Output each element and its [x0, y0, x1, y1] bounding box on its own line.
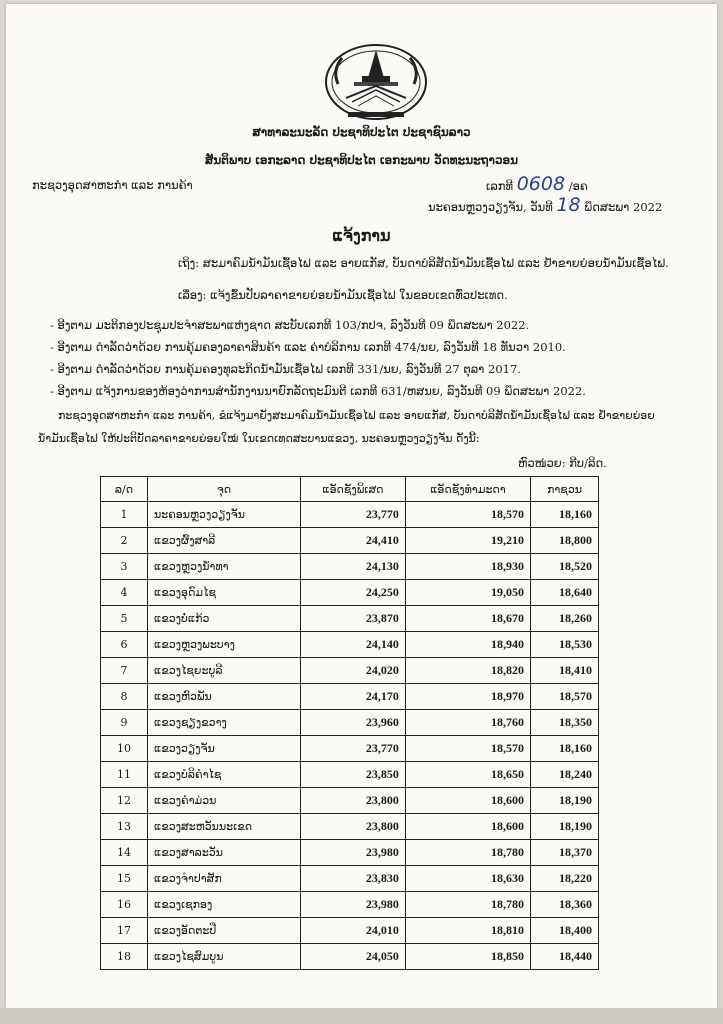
table-row — [101, 684, 599, 710]
diesel-price: 18,240 — [531, 762, 599, 788]
month-year: ພຶດສະພາ 2022 — [584, 200, 663, 214]
row-location: ແຂວງສາລະວັນ — [148, 840, 301, 866]
regular-gasoline-price: 18,630 — [405, 866, 530, 892]
unit-label: ຫົວໜ່ວຍ: ກີບ/ລິດ. — [518, 456, 607, 470]
regular-gasoline-price: 18,970 — [405, 684, 530, 710]
regular-gasoline-price: 18,780 — [405, 840, 530, 866]
regular-gasoline-price: 18,850 — [405, 944, 530, 970]
row-location: ແຂວງອັດຕະປື — [148, 918, 301, 944]
table-row — [101, 892, 599, 918]
header-location: ຈຸດ — [148, 477, 301, 502]
table-row — [101, 814, 599, 840]
special-gasoline-price: 23,850 — [301, 762, 406, 788]
document-title: ແຈ້ງການ — [332, 226, 391, 245]
special-gasoline-price: 24,410 — [301, 528, 406, 554]
regular-gasoline-price: 18,670 — [405, 606, 530, 632]
special-gasoline-price: 23,980 — [301, 840, 406, 866]
country-name: ສາທາລະນະລັດ ປະຊາທິປະໄຕ ປະຊາຊົນລາວ — [252, 125, 471, 139]
row-location: ແຂວງຄຳມ່ວນ — [148, 788, 301, 814]
special-gasoline-price: 23,800 — [301, 814, 406, 840]
diesel-price: 18,190 — [531, 788, 599, 814]
special-gasoline-price: 23,770 — [301, 502, 406, 528]
diesel-price: 18,190 — [531, 814, 599, 840]
row-number: 17 — [101, 918, 148, 944]
row-location: ແຂວງເຊກອງ — [148, 892, 301, 918]
table-row — [101, 944, 599, 970]
row-number: 9 — [101, 710, 148, 736]
row-location: ແຂວງຫຼວງນ້ຳທາ — [148, 554, 301, 580]
row-location: ແຂວງຫົວພັນ — [148, 684, 301, 710]
row-number: 15 — [101, 866, 148, 892]
national-emblem-icon — [324, 40, 428, 120]
reference-item: - ອີງຕາມ ແຈ້ງການຂອງຫ້ອງວ່າການສຳນັກງານນາຍົກລັດຖະມົນຕີ ເລກທີ 631/ຫສນຍ, ລົງວັນທີ 09 ພຶດສະພາ 2022. — [50, 384, 586, 398]
row-number: 3 — [101, 554, 148, 580]
body-paragraph-line2: ນ້ຳມັນເຊື້ອໄຟ ໃຫ້ປະຕິບັດລາຄາຂາຍຍ່ອຍໃໝ່ ໃນເຂດເທດສະບານແຂວງ, ນະຄອນຫຼວງວຽງຈັນ ດັ່ງນີ້: — [38, 432, 480, 445]
diesel-price: 18,160 — [531, 736, 599, 762]
table-row — [101, 788, 599, 814]
special-gasoline-price: 24,250 — [301, 580, 406, 606]
body-paragraph-line1: ກະຊວງອຸດສາຫະກຳ ແລະ ການຄ້າ, ຂໍແຈ້ງມາຍັງສະມາຄົມນ້ຳມັນເຊື້ອໄຟ ແລະ ອາຍແກັສ, ບັນດາບໍລິສັດນ້ຳມັນເຊື້ອໄຟ ແລະ ຢ້ຳຂາຍຍ່ອຍ — [58, 409, 655, 422]
table-row — [101, 840, 599, 866]
table-row — [101, 736, 599, 762]
regular-gasoline-price: 18,940 — [405, 632, 530, 658]
special-gasoline-price: 24,050 — [301, 944, 406, 970]
row-number: 8 — [101, 684, 148, 710]
special-gasoline-price: 23,770 — [301, 736, 406, 762]
place-date — [428, 194, 662, 216]
header-diesel: ກາຊວນ — [531, 477, 599, 502]
row-number: 12 — [101, 788, 148, 814]
regular-gasoline-price: 18,780 — [405, 892, 530, 918]
diesel-price: 18,530 — [531, 632, 599, 658]
table-row — [101, 658, 599, 684]
table-row — [101, 502, 599, 528]
row-number: 7 — [101, 658, 148, 684]
document-number — [486, 173, 588, 195]
table-row — [101, 762, 599, 788]
place-date-prefix: ນະຄອນຫຼວງວຽງຈັນ, ວັນທີ — [428, 200, 553, 214]
diesel-price: 18,640 — [531, 580, 599, 606]
diesel-price: 18,800 — [531, 528, 599, 554]
special-gasoline-price: 24,130 — [301, 554, 406, 580]
regular-gasoline-price: 18,810 — [405, 918, 530, 944]
row-location: ແຂວງສະຫວັນນະເຂດ — [148, 814, 301, 840]
table-row — [101, 580, 599, 606]
special-gasoline-price: 24,020 — [301, 658, 406, 684]
diesel-price: 18,260 — [531, 606, 599, 632]
regular-gasoline-price: 18,570 — [405, 736, 530, 762]
special-gasoline-price: 23,800 — [301, 788, 406, 814]
row-number: 10 — [101, 736, 148, 762]
row-location: ແຂວງບໍລິຄຳໄຊ — [148, 762, 301, 788]
regular-gasoline-price: 19,210 — [405, 528, 530, 554]
regular-gasoline-price: 18,570 — [405, 502, 530, 528]
diesel-price: 18,220 — [531, 866, 599, 892]
header-special-gasoline: ແອັດຊັງພິເສດ — [301, 477, 406, 502]
table-row — [101, 710, 599, 736]
diesel-price: 18,410 — [531, 658, 599, 684]
table-header-row — [101, 477, 599, 502]
diesel-price: 18,360 — [531, 892, 599, 918]
row-number: 16 — [101, 892, 148, 918]
row-number: 5 — [101, 606, 148, 632]
row-number: 18 — [101, 944, 148, 970]
fuel-price-table — [100, 476, 599, 970]
reference-text: ອີງຕາມ ມະຕິກອງປະຊຸມປະຈຳສະພາແຫ່ງຊາດ ສະບັບເລກທີ 103/ກປຈ, ລົງວັນທີ 09 ພຶດສະພາ 2022. — [57, 318, 530, 332]
regular-gasoline-price: 18,650 — [405, 762, 530, 788]
row-location: ແຂວງອຸດົມໄຊ — [148, 580, 301, 606]
row-location: ນະຄອນຫຼວງວຽງຈັນ — [148, 502, 301, 528]
recipient-line: ເຖິງ: ສະມາຄົມນ້ຳມັນເຊື້ອໄຟ ແລະ ອາຍແກັສ, ບັນດາບໍລິສັດນ້ຳມັນເຊື້ອໄຟ ແລະ ຢ້ຳຂາຍຍ່ອຍນ້ຳມັນເຊື້ອໄຟ. — [178, 256, 669, 270]
regular-gasoline-price: 18,930 — [405, 554, 530, 580]
regular-gasoline-price: 18,600 — [405, 814, 530, 840]
header-regular-gasoline: ແອັດຊັງທຳມະດາ — [405, 477, 530, 502]
diesel-price: 18,400 — [531, 918, 599, 944]
row-location: ແຂວງໄຊຍະບູລີ — [148, 658, 301, 684]
row-number: 6 — [101, 632, 148, 658]
reference-item: - ອີງຕາມ ມະຕິກອງປະຊຸມປະຈຳສະພາແຫ່ງຊາດ ສະບັບເລກທີ 103/ກປຈ, ລົງວັນທີ 09 ພຶດສະພາ 2022. — [50, 318, 530, 332]
row-location: ແຂວງບໍ່ແກ້ວ — [148, 606, 301, 632]
reference-text: ອີງຕາມ ແຈ້ງການຂອງຫ້ອງວ່າການສຳນັກງານນາຍົກລັດຖະມົນຕີ ເລກທີ 631/ຫສນຍ, ລົງວັນທີ 09 ພຶດສະພາ 2022. — [57, 384, 586, 398]
row-number: 1 — [101, 502, 148, 528]
national-motto: ສັນຕິພາບ ເອກະລາດ ປະຊາທິປະໄຕ ເອກະພາບ ວັດທະນະຖາວອນ — [204, 153, 519, 167]
reference-item: - ອີງຕາມ ດຳລັດວ່າດ້ວຍ ການຄຸ້ມຄອງລາຄາສິນຄ້າ ແລະ ຄ່າບໍລິການ ເລກທີ 474/ນຍ, ລົງວັນທີ 18 ທັນວາ 2010. — [50, 340, 566, 354]
row-number: 14 — [101, 840, 148, 866]
header-no: ລ/ດ — [101, 477, 148, 502]
special-gasoline-price: 23,980 — [301, 892, 406, 918]
regular-gasoline-price: 18,760 — [405, 710, 530, 736]
regular-gasoline-price: 18,600 — [405, 788, 530, 814]
ministry-name: ກະຊວງອຸດສາຫະກຳ ແລະ ການຄ້າ — [32, 178, 193, 192]
subject-line: ເລື່ອງ: ແຈ້ງຂຶ້ນປັບລາຄາຂາຍຍ່ອຍນ້ຳມັນເຊື້ອໄຟ ໃນຂອບເຂດທົ່ວປະເທດ. — [178, 288, 508, 302]
table-row — [101, 606, 599, 632]
diesel-price: 18,160 — [531, 502, 599, 528]
reference-text: ອີງຕາມ ດຳລັດວ່າດ້ວຍ ການຄຸ້ມຄອງລາຄາສິນຄ້າ ແລະ ຄ່າບໍລິການ ເລກທີ 474/ນຍ, ລົງວັນທີ 18 ທັນວາ 2010. — [57, 340, 566, 354]
row-location: ແຂວງໄຊສົມບູນ — [148, 944, 301, 970]
row-location: ແຂວງຈຳປາສັກ — [148, 866, 301, 892]
row-location: ແຂວງຊຽງຂວາງ — [148, 710, 301, 736]
special-gasoline-price: 24,010 — [301, 918, 406, 944]
row-location: ແຂວງຫຼວງພະບາງ — [148, 632, 301, 658]
reference-item: - ອີງຕາມ ດຳລັດວ່າດ້ວຍ ການຄຸ້ມຄອງທຸລະກິດນ້ຳມັນເຊື້ອໄຟ ເລກທີ 331/ນຍ, ລົງວັນທີ 27 ຕຸລາ 2017. — [50, 362, 521, 376]
diesel-price: 18,440 — [531, 944, 599, 970]
row-number: 11 — [101, 762, 148, 788]
number-suffix: /ອຄ — [568, 179, 588, 193]
table-row — [101, 528, 599, 554]
row-number: 13 — [101, 814, 148, 840]
document-page — [6, 4, 717, 1008]
diesel-price: 18,520 — [531, 554, 599, 580]
table-row — [101, 632, 599, 658]
special-gasoline-price: 24,140 — [301, 632, 406, 658]
table-row — [101, 554, 599, 580]
scan-bottom-edge — [0, 1008, 723, 1024]
regular-gasoline-price: 18,820 — [405, 658, 530, 684]
diesel-price: 18,570 — [531, 684, 599, 710]
row-number: 4 — [101, 580, 148, 606]
special-gasoline-price: 23,870 — [301, 606, 406, 632]
day-handwritten: 18 — [556, 194, 581, 216]
diesel-price: 18,370 — [531, 840, 599, 866]
row-location: ແຂວງຜົ້ງສາລີ — [148, 528, 301, 554]
row-location: ແຂວງວຽງຈັນ — [148, 736, 301, 762]
number-handwritten: 0608 — [516, 173, 566, 195]
regular-gasoline-price: 19,050 — [405, 580, 530, 606]
table-row — [101, 866, 599, 892]
special-gasoline-price: 24,170 — [301, 684, 406, 710]
row-number: 2 — [101, 528, 148, 554]
special-gasoline-price: 23,960 — [301, 710, 406, 736]
table-row — [101, 918, 599, 944]
reference-text: ອີງຕາມ ດຳລັດວ່າດ້ວຍ ການຄຸ້ມຄອງທຸລະກິດນ້ຳມັນເຊື້ອໄຟ ເລກທີ 331/ນຍ, ລົງວັນທີ 27 ຕຸລາ 2017. — [57, 362, 521, 376]
special-gasoline-price: 23,830 — [301, 866, 406, 892]
diesel-price: 18,350 — [531, 710, 599, 736]
number-label: ເລກທີ — [486, 179, 514, 193]
